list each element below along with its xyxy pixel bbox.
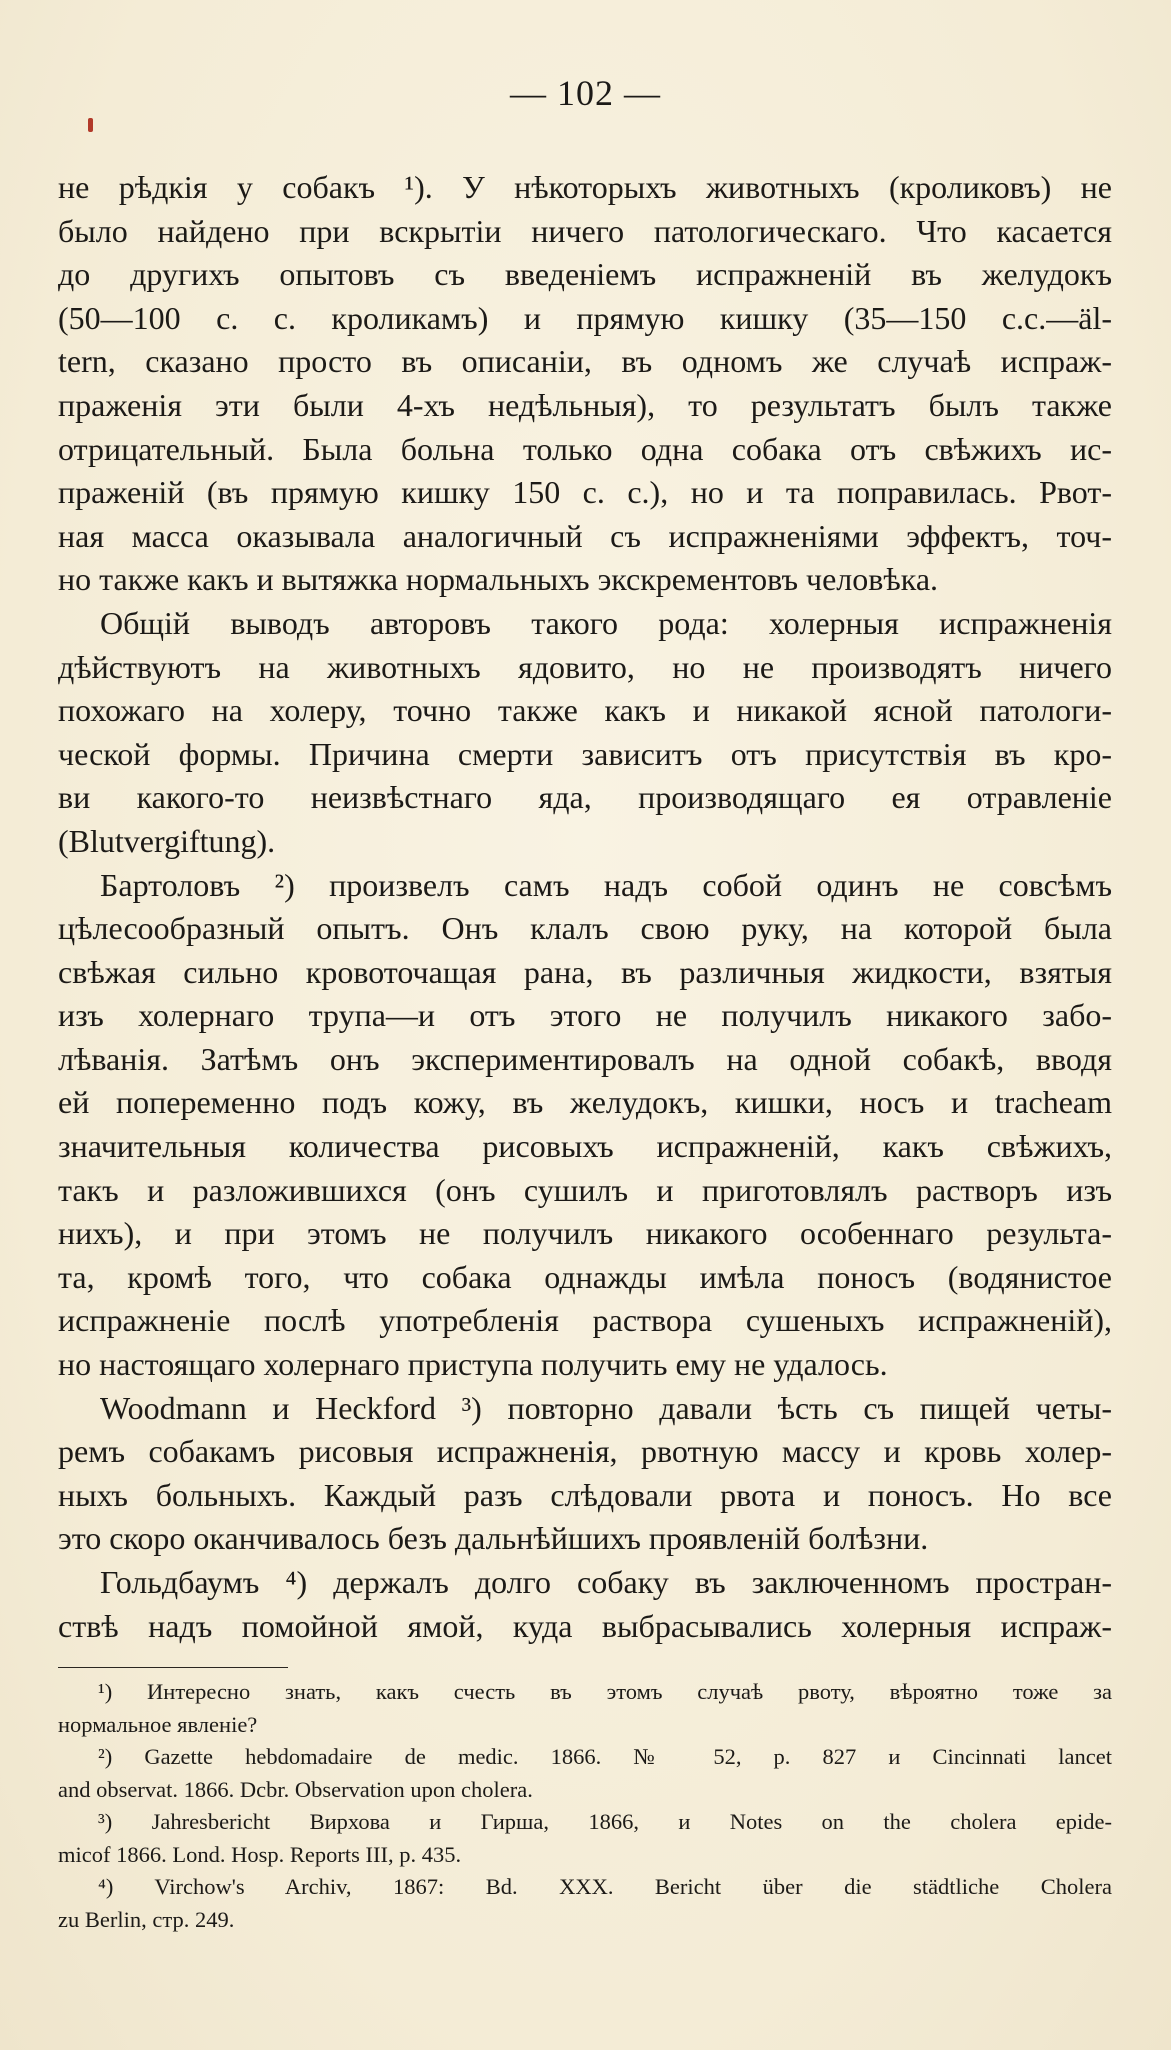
text-line: свѣжая сильно кровоточащая рана, въ различныя жидкости, взятыя [58,953,1112,990]
paragraph [58,864,1112,1387]
ink-mark [88,118,93,132]
text-line: ная масса оказывала аналогичный съ испражненіями эффектъ, точ- [58,517,1112,554]
footnote [58,1676,1112,1741]
paragraph [58,602,1112,864]
text-line: ствѣ надъ помойной ямой, куда выбрасывались холерныя испраж- [58,1607,1112,1644]
text-line: tern, сказано просто въ описаніи, въ одномъ же случаѣ испраж- [58,343,1112,380]
text-line: та, кромѣ того, что собака однажды имѣла поносъ (водянистое [58,1258,1112,1295]
footnote-line: and observat. 1866. Dcbr. Observation upon cholera. [58,1776,533,1802]
footnote-line: ³) Jahresbericht Вирхова и Гирша, 1866, и Notes on the cholera epide- [98,1809,1112,1834]
footnote-line: micof 1866. Lond. Hosp. Reports III, p. 435. [58,1841,462,1867]
text-line: до другихъ опытовъ съ введеніемъ испражненій въ желудокъ [58,256,1112,293]
text-line: было найдено при вскрытіи ничего патологическаго. Что касается [58,212,1112,249]
footnote [58,1806,1112,1871]
text-line: ремъ собакамъ рисовыя испражненія, рвотную массу и кровь холер- [58,1433,1112,1470]
footnote-line: zu Berlin, стр. 249. [58,1906,235,1932]
text-line: Бартоловъ ²) произвелъ самъ надъ собой одинъ не совсѣмъ [100,866,1112,903]
text-line: ныхъ больныхъ. Каждый разъ слѣдовали рвота и поносъ. Но все [58,1476,1112,1513]
text-line: похожаго на холеру, точно также какъ и никакой ясной патологи- [58,692,1112,729]
text-line: но также какъ и вытяжка нормальныхъ экскрементовъ человѣка. [58,561,939,598]
footnote-line: ¹) Интересно знать, какъ счесть въ этомъ случаѣ рвоту, вѣроятно тоже за [98,1679,1112,1704]
text-line: ческой формы. Причина смерти зависитъ отъ присутствія въ кро- [58,735,1112,772]
text-line: такъ и разложившихся (онъ сушилъ и приготовлялъ растворъ изъ [58,1171,1112,1208]
page-number: — 102 — [510,73,661,113]
text-line: праженій (въ прямую кишку 150 с. с.), но и та поправилась. Рвот- [58,474,1112,511]
text-line: Гольдбаумъ ⁴) держалъ долго собаку въ заключенномъ простран- [100,1564,1112,1600]
text-line: нихъ), и при этомъ не получилъ никакого особеннаго результа- [58,1215,1112,1252]
text-line: дѣйствуютъ на животныхъ ядовито, но не производятъ ничего [58,648,1112,685]
footnote [58,1741,1112,1806]
text-line: праженія эти были 4-хъ недѣльныя), то результатъ былъ также [58,386,1112,423]
text-line: не рѣдкія у собакъ ¹). У нѣкоторыхъ животныхъ (кроликовъ) не [58,169,1112,205]
footnote [58,1871,1112,1936]
paragraph [58,166,1112,602]
text-line: Woodmann и Heckford ³) повторно давали ѣсть съ пищей четы- [100,1389,1112,1426]
text-line: значительныя количества рисовыхъ испражненій, какъ свѣжихъ, [58,1128,1112,1165]
footnote-line: ⁴) Virchow's Archiv, 1867: Bd. XXX. Bericht über die städtliche Cholera [98,1874,1112,1899]
text-line: Общій выводъ авторовъ такого рода: холерныя испражненія [100,604,1112,641]
text-line: но настоящаго холернаго приступа получить ему не удалось. [58,1346,888,1383]
footnote-divider [58,1667,288,1668]
paragraph [58,1387,1112,1561]
text-line: цѣлесообразный опытъ. Онъ клалъ свою руку, на которой была [58,910,1112,947]
text-line: отрицательный. Была больна только одна собака отъ свѣжихъ ис- [58,430,1112,467]
text-line: ей попеременно подъ кожу, въ желудокъ, кишки, носъ и tracheam [58,1084,1112,1121]
text-line: ви какого-то неизвѣстнаго яда, производящаго ея отравленіе [58,779,1112,816]
paragraph [58,1561,1112,1648]
body-text [58,166,1112,1648]
text-line: это скоро оканчивалось безъ дальнѣйшихъ проявленій болѣзни. [58,1520,929,1557]
text-line: лѣванія. Затѣмъ онъ экспериментировалъ на одной собакѣ, вводя [58,1040,1112,1077]
footnote-line: ²) Gazette hebdomadaire de medic. 1866. № 52, p. 827 и Cincinnati lancet [98,1744,1112,1769]
footnotes [58,1676,1112,1936]
text-line: (Blutvergiftung). [58,822,276,859]
text-line: (50—100 с. с. кроликамъ) и прямую кишку (35—150 с.с.—äl- [58,299,1112,336]
text-line: испражненіе послѣ употребленія раствора сушеныхъ испражненій), [58,1302,1112,1339]
text-line: изъ холернаго трупа—и отъ этого не получилъ никакого забо- [58,997,1112,1034]
footnote-line: нормальное явленіе? [58,1711,258,1737]
